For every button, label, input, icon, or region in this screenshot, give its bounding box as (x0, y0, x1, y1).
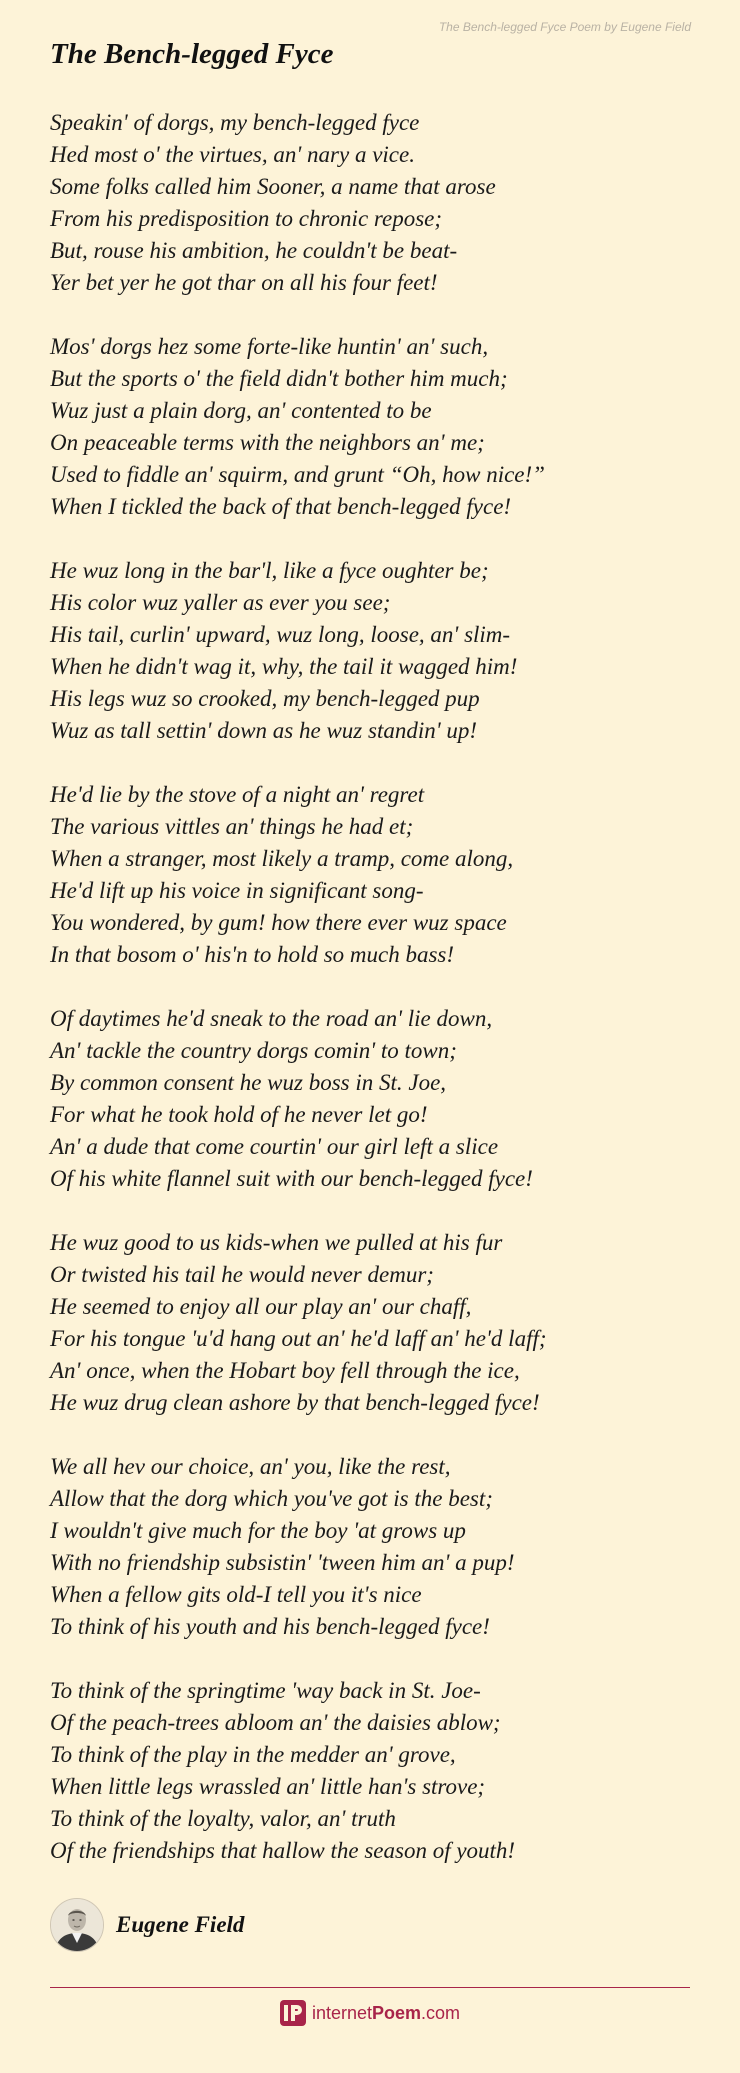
poem-line: For his tongue 'u'd hang out an' he'd laff an' he'd laff; (50, 1326, 547, 1351)
poem-line: But the sports o' the field didn't bother him much; (50, 366, 508, 391)
poem-line: The various vittles an' things he had et; (50, 814, 414, 839)
poem-line: To think of his youth and his bench-legged fyce! (50, 1614, 490, 1639)
poem-line: An' once, when the Hobart boy fell through the ice, (50, 1358, 520, 1383)
poem-line: But, rouse his ambition, he couldn't be beat- (50, 238, 458, 263)
poem-stanza (50, 1227, 700, 1419)
author-block[interactable] (50, 1898, 244, 1952)
poem-line: With no friendship subsistin' 'tween him an' a pup! (50, 1550, 515, 1575)
poem-title: The Bench-legged Fyce (50, 38, 334, 70)
poem-line: He'd lie by the stove of a night an' regret (50, 782, 425, 807)
poem-line: On peaceable terms with the neighbors an' me; (50, 430, 485, 455)
poem-line: An' a dude that come courtin' our girl left a slice (50, 1134, 499, 1159)
poem-line: When little legs wrassled an' little han's strove; (50, 1774, 486, 1799)
poem-line: Hed most o' the virtues, an' nary a vice. (50, 142, 415, 167)
poem-body (50, 107, 700, 1899)
poem-line: Or twisted his tail he would never demur; (50, 1262, 434, 1287)
poem-stanza (50, 1003, 700, 1195)
poem-line: We all hev our choice, an' you, like the rest, (50, 1454, 451, 1479)
author-name[interactable]: Eugene Field (116, 1912, 245, 1937)
poem-line: Mos' dorgs hez some forte-like huntin' an' such, (50, 334, 489, 359)
poem-line: In that bosom o' his'n to hold so much bass! (50, 942, 455, 967)
poem-line: Of the friendships that hallow the season of youth! (50, 1838, 516, 1863)
poem-line: His tail, curlin' upward, wuz long, loose, an' slim- (50, 622, 511, 647)
poem-line: Of his white flannel suit with our bench-legged fyce! (50, 1166, 533, 1191)
poem-line: He wuz drug clean ashore by that bench-legged fyce! (50, 1390, 540, 1415)
brand-name: internetPoem.com (311, 2002, 461, 2023)
poem-line: His legs wuz so crooked, my bench-legged pup (50, 686, 480, 711)
poem-attribution: The Bench-legged Fyce Poem by Eugene Field (438, 20, 691, 34)
poem-line: When a stranger, most likely a tramp, come along, (50, 846, 514, 871)
poem-line: Speakin' of dorgs, my bench-legged fyce (50, 110, 420, 135)
poem-line: To think of the loyalty, valor, an' truth (50, 1806, 396, 1831)
poem-line: You wondered, by gum! how there ever wuz space (50, 910, 507, 935)
poem-line: He'd lift up his voice in significant song- (50, 878, 424, 903)
footer-divider (50, 1987, 690, 1988)
poem-line: For what he took hold of he never let go! (50, 1102, 428, 1127)
poem-line: He seemed to enjoy all our play an' our chaff, (50, 1294, 472, 1319)
poem-line: Used to fiddle an' squirm, and grunt “Oh, how nice!” (50, 462, 545, 487)
poem-line: I wouldn't give much for the boy 'at grows up (50, 1518, 466, 1543)
poem-line: By common consent he wuz boss in St. Joe, (50, 1070, 447, 1095)
poem-line: Wuz as tall settin' down as he wuz standin' up! (50, 718, 478, 743)
poem-stanza (50, 779, 700, 971)
poem-line: Wuz just a plain dorg, an' contented to be (50, 398, 432, 423)
poem-line: From his predisposition to chronic repose; (50, 206, 443, 231)
poem-stanza (50, 331, 700, 523)
internetpoem-logo-icon (280, 2000, 306, 2026)
poem-stanza (50, 555, 700, 747)
site-brand-link[interactable] (0, 2000, 740, 2026)
poem-line: He wuz long in the bar'l, like a fyce oughter be; (50, 558, 489, 583)
poem-line: When I tickled the back of that bench-legged fyce! (50, 494, 512, 519)
poem-line: When a fellow gits old-I tell you it's nice (50, 1582, 422, 1607)
poem-line: To think of the play in the medder an' grove, (50, 1742, 456, 1767)
poem-line: To think of the springtime 'way back in St. Joe- (50, 1678, 481, 1703)
poem-stanza (50, 107, 700, 299)
poem-line: Some folks called him Sooner, a name that arose (50, 174, 496, 199)
poem-line: Of daytimes he'd sneak to the road an' lie down, (50, 1006, 493, 1031)
poem-line: Yer bet yer he got thar on all his four feet! (50, 270, 438, 295)
poem-line: Of the peach-trees abloom an' the daisies ablow; (50, 1710, 501, 1735)
poem-line: His color wuz yaller as ever you see; (50, 590, 391, 615)
poem-line: He wuz good to us kids-when we pulled at his fur (50, 1230, 503, 1255)
poem-line: An' tackle the country dorgs comin' to town; (50, 1038, 457, 1063)
poem-stanza (50, 1675, 700, 1867)
poem-line: Allow that the dorg which you've got is the best; (50, 1486, 493, 1511)
author-portrait-icon[interactable] (50, 1898, 104, 1952)
poem-stanza (50, 1451, 700, 1643)
poem-line: When he didn't wag it, why, the tail it wagged him! (50, 654, 518, 679)
